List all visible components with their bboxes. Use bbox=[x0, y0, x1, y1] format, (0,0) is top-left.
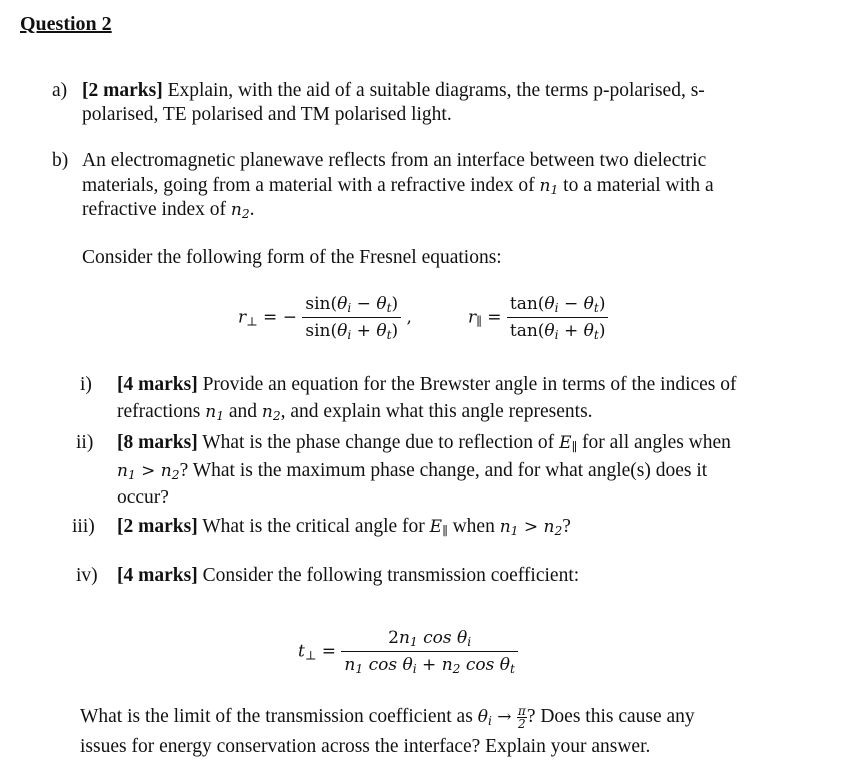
fresnel-parallel-equation: $r_\parallel$ = $\frac{\tan(\theta_i - \theta_t)}{\tan(\theta_i + \theta_t)}$ bbox=[468, 294, 608, 342]
part-b-line3: refractive index of $n_2$. bbox=[82, 199, 255, 222]
sub-ii-line1 bbox=[117, 432, 731, 454]
part-b-line1: An electromagnetic planewave reflects from an interface between two dielectric bbox=[82, 150, 707, 171]
question-title: Question 2 bbox=[20, 13, 112, 35]
sub-i-line2-and: and bbox=[228, 401, 258, 422]
sub-i-line1 bbox=[117, 374, 737, 396]
n1-gt-n2: $n_1 > n_2$ bbox=[499, 517, 563, 539]
sub-ii-line1-post: for all angles when bbox=[582, 432, 731, 453]
part-b-line2-mid: to a material with a bbox=[563, 175, 714, 196]
n2-symbol: $n_2$ bbox=[230, 200, 250, 222]
sub-ii-line2 bbox=[117, 460, 707, 482]
sub-ii-label: ii) bbox=[76, 432, 94, 453]
fresnel-perp-equation: $r_\perp$ = − $\frac{\sin(\theta_i - \theta_t)}{\sin(\theta_i + \theta_t)}$ , bbox=[238, 294, 412, 343]
part-b-line3-text: refractive index of bbox=[82, 199, 227, 220]
transmission-fraction: $\frac{2n_1 \cos \theta_i}{n_1 \cos \theta_i + n_2 \cos \theta_t}$ bbox=[341, 628, 517, 676]
final-line2: issues for energy conservation across the interface? Explain your answer. bbox=[80, 736, 651, 757]
n2-symbol: $n_2$ bbox=[261, 402, 281, 424]
sub-ii-marks: [8 marks] bbox=[117, 432, 198, 453]
part-a-text1: Explain, with the aid of a suitable diagrams, the terms p-polarised, s- bbox=[167, 80, 705, 101]
fresnel-parallel-fraction: $\frac{\tan(\theta_i - \theta_t)}{\tan(\theta_i + \theta_t)}$ bbox=[507, 294, 609, 342]
sub-iv-text: Consider the following transmission coefficient: bbox=[202, 565, 580, 586]
sub-ii-line2-post: ? What is the maximum phase change, and for what angle(s) does it bbox=[179, 460, 708, 481]
sub-iii-line: [2 marks] What is the critical angle for $E_\parallel$ when $n_1 > n_2$? bbox=[117, 516, 571, 539]
sub-iii-line-pre: What is the critical angle for bbox=[202, 516, 425, 537]
final-line1 bbox=[80, 705, 695, 730]
sub-i-line2-pre: refractions bbox=[117, 401, 201, 422]
sub-i-marks: [4 marks] bbox=[117, 374, 198, 395]
part-a-line1 bbox=[82, 80, 705, 102]
sub-iv-marks: [4 marks] bbox=[117, 565, 198, 586]
transmission-equation: $t_\perp$ = $\frac{2n_1 \cos \theta_i}{n_1 \cos \theta_i + n_2 \cos \theta_t}$ bbox=[298, 628, 518, 676]
sub-i-label: i) bbox=[80, 374, 92, 395]
part-a-label: a) bbox=[52, 80, 68, 101]
sub-iv-label: iv) bbox=[76, 565, 98, 586]
final-line1-pre: What is the limit of the transmission coefficient as bbox=[80, 706, 473, 727]
part-a-line2: polarised, TE polarised and TM polarised light. bbox=[82, 104, 452, 125]
theta-limit: $\theta_i$ → $\frac{\pi}{2}$ bbox=[477, 704, 526, 731]
part-a-marks: [2 marks] bbox=[82, 80, 163, 101]
sub-iii-marks: [2 marks] bbox=[117, 516, 198, 537]
e-parallel-symbol: $E_\parallel$ bbox=[559, 433, 578, 455]
sub-i-text1: Provide an equation for the Brewster angle in terms of the indices of bbox=[202, 374, 737, 395]
fresnel-perp-fraction: $\frac{\sin(\theta_i - \theta_t)}{\sin(\theta_i + \theta_t)}$ bbox=[302, 294, 401, 342]
part-b-label: b) bbox=[52, 150, 69, 171]
sub-i-line2 bbox=[117, 401, 593, 423]
n1-symbol: $n_1$ bbox=[205, 402, 224, 424]
fresnel-intro: Consider the following form of the Fresnel equations: bbox=[82, 247, 502, 268]
part-b-line2 bbox=[82, 175, 714, 197]
final-line1-post: ? Does this cause any bbox=[526, 706, 695, 727]
sub-iii-label: iii) bbox=[72, 516, 95, 537]
n1-symbol: $n_1$ bbox=[539, 176, 559, 198]
e-parallel-symbol: $E_\parallel$ bbox=[429, 517, 448, 539]
sub-iii-line-mid: when bbox=[452, 516, 495, 537]
sub-ii-line3: occur? bbox=[117, 487, 169, 508]
sub-ii-line1-pre: What is the phase change due to reflection of bbox=[202, 432, 555, 453]
n1-gt-n2: $n_1 > n_2$ bbox=[117, 461, 180, 483]
part-b-line2-pre: materials, going from a material with a refractive index of bbox=[82, 175, 535, 196]
sub-i-line2-post: , and explain what this angle represents. bbox=[280, 401, 593, 422]
sub-iv-line bbox=[117, 565, 579, 587]
